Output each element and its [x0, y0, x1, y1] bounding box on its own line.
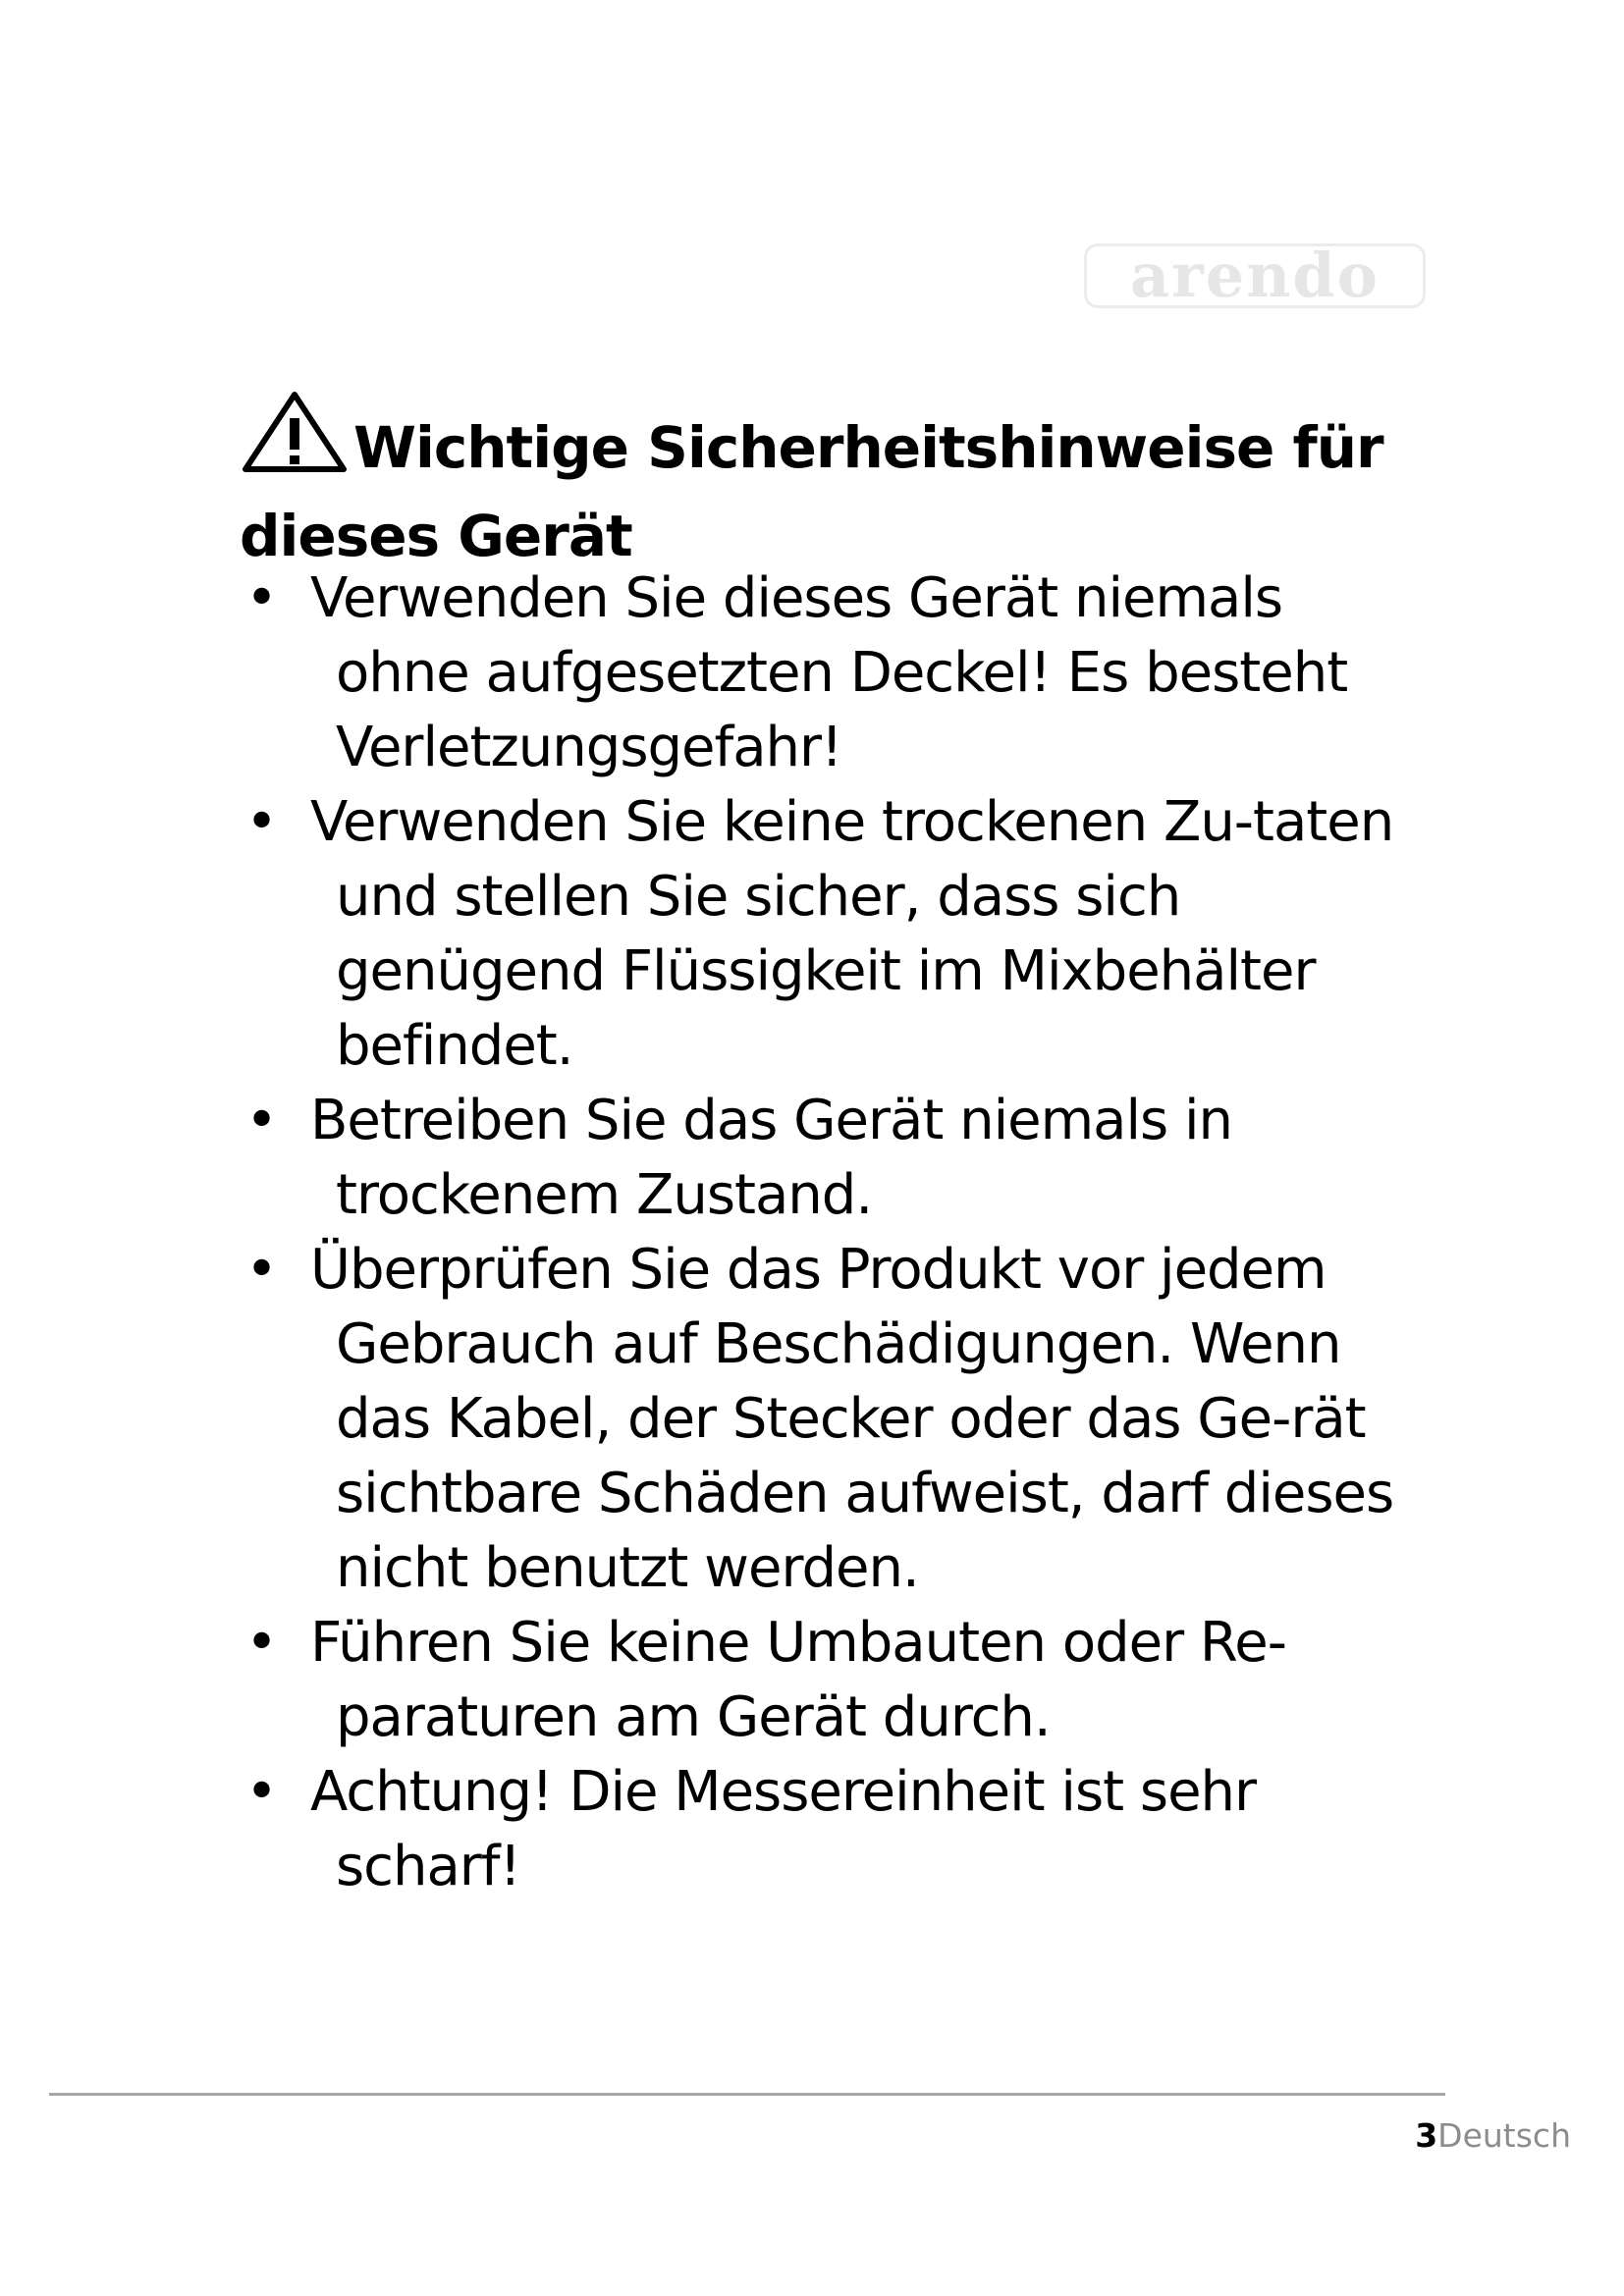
page-number: 3 — [1415, 2116, 1438, 2155]
list-item: • Verwenden Sie keine trockenen Zu-taten und stellen Sie sicher, dass sich genügend Flüssigkeit im Mixbehälter befindet. — [240, 785, 1428, 1084]
safety-heading — [240, 389, 1398, 580]
safety-list — [240, 561, 1428, 1904]
safety-heading-text: Wichtige Sicherheitshinweise für dieses Gerät — [240, 414, 1383, 569]
page-language: Deutsch — [1437, 2116, 1571, 2155]
footer-divider — [49, 2093, 1445, 2096]
list-item: • Betreiben Sie das Gerät niemals in trockenem Zustand. — [240, 1084, 1428, 1233]
list-item: • Verwenden Sie dieses Gerät niemals ohne aufgesetzten Deckel! Es besteht Verletzungsgefahr! — [240, 561, 1428, 785]
list-item: • Achtung! Die Messereinheit ist sehr scharf! — [240, 1755, 1428, 1904]
page-footer — [1415, 2116, 1571, 2155]
brand-logo: arendo — [1084, 243, 1426, 308]
list-item: • Führen Sie keine Umbauten oder Re-paraturen am Gerät durch. — [240, 1606, 1428, 1755]
warning-triangle-icon — [240, 389, 350, 475]
list-item: • Überprüfen Sie das Produkt vor jedem Gebrauch auf Beschädigungen. Wenn das Kabel, der Stecker oder das Ge-rät sichtbare Schäden aufweist, darf dieses nicht benutzt werden. — [240, 1233, 1428, 1606]
